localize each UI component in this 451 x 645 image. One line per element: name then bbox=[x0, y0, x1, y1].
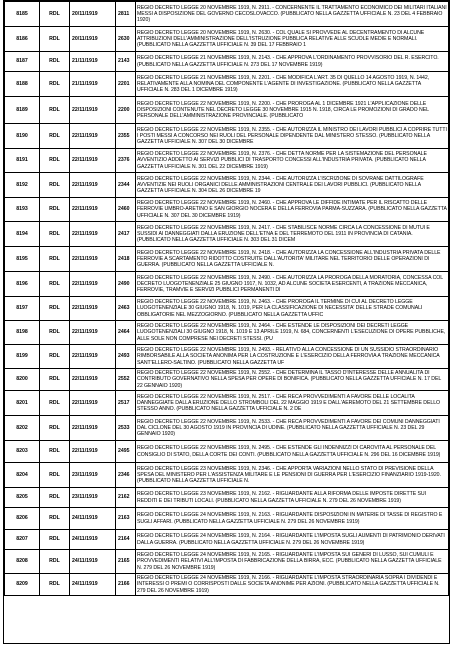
date-cell: 23/11/1919 bbox=[70, 488, 116, 508]
table-row bbox=[5, 97, 449, 124]
row-number-cell: 8192 bbox=[5, 173, 40, 198]
act-number-cell: 2464 bbox=[116, 321, 136, 345]
date-cell: 22/11/1919 bbox=[70, 149, 116, 173]
date-cell: 22/11/1919 bbox=[70, 441, 116, 463]
date-cell: 22/11/1919 bbox=[70, 345, 116, 369]
table-row bbox=[5, 369, 449, 391]
date-cell: 23/11/1919 bbox=[70, 463, 116, 488]
act-number-cell: 2418 bbox=[116, 247, 136, 272]
description-cell: REGIO DECRETO LEGGE 22 NOVEMBRE 1919, N. 2490. - CHE AUTORIZZA LA PROROGA DELLA MORATORIA, CONCESSA COL DECRETO LUOGOTENENZIALE 25 GIUGNO 1917, N. 1032, AD ALCUNE SOCIETA ESERCENTI, A TRAZIONE MECCANICA, FERROVIE, TRAMVIE E SERVIZI PUBBLICI PERMANENTI DI bbox=[136, 272, 449, 297]
act-number-cell: 2165 bbox=[116, 550, 136, 574]
date-cell: 21/11/1919 bbox=[70, 52, 116, 72]
decree-table bbox=[4, 1, 449, 596]
act-type-cell: RDL bbox=[40, 508, 70, 530]
row-number-cell: 8209 bbox=[5, 574, 40, 596]
date-cell: 22/11/1919 bbox=[70, 416, 116, 441]
date-cell: 24/11/1919 bbox=[70, 508, 116, 530]
act-type-cell: RDL bbox=[40, 391, 70, 416]
date-cell: 24/11/1919 bbox=[70, 530, 116, 550]
table-row bbox=[5, 441, 449, 463]
date-cell: 22/11/1919 bbox=[70, 391, 116, 416]
act-type-cell: RDL bbox=[40, 52, 70, 72]
description-cell: REGIO DECRETO LEGGE 22 NOVEMBRE 1919, N. 2344. - CHE AUTORIZZA L'ISCRIZIONE DI SOVRANE DATTILOGRAFE AVVENTIZIE NEI RUOLI ORGANICI DELLE AMMINISTRAZIONI CENTRALE DEI LAVORI PUBBLICI. (PUBBLICATO NELLA GAZZETTA UFFICIALE N. 304 DEL 26 DICEMBRE 19 bbox=[136, 173, 449, 198]
row-number-cell: 8199 bbox=[5, 345, 40, 369]
date-cell: 22/11/1919 bbox=[70, 247, 116, 272]
act-type-cell: RDL bbox=[40, 149, 70, 173]
act-number-cell: 2630 bbox=[116, 27, 136, 52]
row-number-cell: 8193 bbox=[5, 198, 40, 222]
description-cell: REGIO DECRETO LEGGE 21 NOVEMBRE 1919, N. 2143. - CHE APPROVA L'ORDINAMENTO PROVVISORIO DEL R. ESERCITO. (PUBBLICATO NELLA GAZZETTA UFFICIALE N. 273 DEL 17 NOVEMBRE 1919) bbox=[136, 52, 449, 72]
row-number-cell: 8185 bbox=[5, 2, 40, 27]
table-row bbox=[5, 416, 449, 441]
act-number-cell: 2490 bbox=[116, 272, 136, 297]
act-number-cell: 2495 bbox=[116, 441, 136, 463]
description-cell: REGIO DECRETO LEGGE 20 NOVEMBRE 1919, N. 2630. - COL QUALE SI PROVVEDE AL DECENTRAMENTO DI ALCUNE ATTRIBUZIONI DELL'AMMINISTRAZIONE DELL'ISTRUZIONE PUBBLICA RELATIVE ALLE SCUOLE MEDIE E NORMALI. (PUBBLICATO NELLA GAZZETTA UFFICIALE N. 39 DEL 17 FEBBRAIO 1 bbox=[136, 27, 449, 52]
act-number-cell: 2166 bbox=[116, 574, 136, 596]
act-number-cell: 2346 bbox=[116, 463, 136, 488]
act-number-cell: 2493 bbox=[116, 345, 136, 369]
act-number-cell: 2355 bbox=[116, 124, 136, 149]
act-number-cell: 2143 bbox=[116, 52, 136, 72]
row-number-cell: 8195 bbox=[5, 247, 40, 272]
row-number-cell: 8202 bbox=[5, 416, 40, 441]
act-number-cell: 2344 bbox=[116, 173, 136, 198]
date-cell: 22/11/1919 bbox=[70, 173, 116, 198]
act-type-cell: RDL bbox=[40, 574, 70, 596]
row-number-cell: 8201 bbox=[5, 391, 40, 416]
row-number-cell: 8187 bbox=[5, 52, 40, 72]
description-cell: REGIO DECRETO LEGGE 24 NOVEMBRE 1919, N. 2166. - RIGUARDANTE L'IMPOSTA STRAORDINARIA SOPRA I DIVIDENDI E INTERESSI O PREMI O CORRISPOSTI DALLE SOCIETA ANONIME PER AZIONI. (PUBBLICATO NELLA GAZZETTA UFFICIALE N. 279 DEL 26 NOVEMBRE 1919) bbox=[136, 574, 449, 596]
act-number-cell: 2200 bbox=[116, 97, 136, 124]
act-type-cell: RDL bbox=[40, 247, 70, 272]
date-cell: 22/11/1919 bbox=[70, 97, 116, 124]
act-type-cell: RDL bbox=[40, 2, 70, 27]
act-type-cell: RDL bbox=[40, 97, 70, 124]
row-number-cell: 8191 bbox=[5, 149, 40, 173]
act-type-cell: RDL bbox=[40, 272, 70, 297]
row-number-cell: 8194 bbox=[5, 222, 40, 247]
table-row bbox=[5, 247, 449, 272]
table-row bbox=[5, 149, 449, 173]
description-cell: REGIO DECRETO LEGGE 24 NOVEMBRE 1919, N. 2163. - RIGUARDANTE DISPOSIZIONI IN MATERIE DI TASSE DI REGISTRO E SUGLI AFFARI. (PUBBLICATO NELLA GAZZETTA UFFICIALE N. 279 DEL 26 NOVEMBRE 1919) bbox=[136, 508, 449, 530]
act-number-cell: 2201 bbox=[116, 72, 136, 97]
row-number-cell: 8196 bbox=[5, 272, 40, 297]
act-number-cell: 2417 bbox=[116, 222, 136, 247]
row-number-cell: 8208 bbox=[5, 550, 40, 574]
description-cell: REGIO DECRETO LEGGE 24 NOVEMBRE 1919, N. 2164. - RIGUARDANTE L'IMPOSTA SUGLI AUMENTI DI PATRIMONIO DERIVATI DALLA GUERRA. (PUBBLICATO NELLA GAZZETTA UFFICIALE N. 279 DEL 26 NOVEMBRE 1919) bbox=[136, 530, 449, 550]
act-number-cell: 2460 bbox=[116, 198, 136, 222]
description-cell: REGIO DECRETO LEGGE 22 NOVEMBRE 1919, N. 2552. - CHE DETERMINA IL TASSO D'INTERESSE DELLE ANNUALITA DI CONTRIBUTO GOVERNATIVO NELLA SPESA PER OPERE DI BONIFICA. (PUBBLICATO NELLA GAZZETTA UFFICIALE N. 17 DEL 22 GENNAIO 1920) bbox=[136, 369, 449, 391]
description-cell: REGIO DECRETO LEGGE 22 NOVEMBRE 1919, N. 2495. - CHE ESTENDE GLI INDENNIZZI DI CAROVITA AL PERSONALE DEL CONSIGLIO DI STATO, DELLA CORTE DEI CONTI. (PUBBLICATO NELLA GAZZETTA UFFICIALE N. 296 DEL 16 DICEMBRE 1919) bbox=[136, 441, 449, 463]
table-row bbox=[5, 72, 449, 97]
table-row bbox=[5, 222, 449, 247]
table-row bbox=[5, 508, 449, 530]
date-cell: 22/11/1919 bbox=[70, 272, 116, 297]
table-row bbox=[5, 463, 449, 488]
row-number-cell: 8186 bbox=[5, 27, 40, 52]
act-type-cell: RDL bbox=[40, 441, 70, 463]
row-number-cell: 8203 bbox=[5, 441, 40, 463]
description-cell: REGIO DECRETO LEGGE 23 NOVEMBRE 1919, N. 2162. - RIGUARDANTE ALLA RIFORMA DELLE IMPOSTE DIRETTE SUI REDDITI E DEI TRIBUTI LOCALI. (PUBBLICATO NELLA GAZZETTA UFFICIALE N. 279 DEL 26 NOVEMBRE 1919) bbox=[136, 488, 449, 508]
row-number-cell: 8197 bbox=[5, 297, 40, 321]
date-cell: 22/11/1919 bbox=[70, 198, 116, 222]
table-row bbox=[5, 124, 449, 149]
act-number-cell: 2164 bbox=[116, 530, 136, 550]
description-cell: REGIO DECRETO LEGGE 24 NOVEMBRE 1919, N. 2165. - RIGUARDANTE L'IMPOSTA SUI GENERI DI LUSSO, SUI CUMULI E PROVVEDIMENTI RELATIVI ALL'IMPOSTA DI FABBRICAZIONE DELLA BIRRA, ECC. (PUBBLICATO NELLA GAZZETTA UFFICIALE N. 279 DEL 26 NOVEMBRE 1919) bbox=[136, 550, 449, 574]
row-number-cell: 8204 bbox=[5, 463, 40, 488]
description-cell: REGIO DECRETO LEGGE 22 NOVEMBRE 1919, N. 2418. - CHE AUTORIZZA LA CONCESSIONE ALL'INDUSTRIA PRIVATA DELLE FERROVIE A SCARTAMENTO RIDOTTO COSTRUITE DALL'AUTORITA' MILITARE NEL TERRITORIO DELLE OPERAZIONI DI GUERRA. (PUBBLICATO NELLA GAZZETTA UFFICIALE N. bbox=[136, 247, 449, 272]
act-type-cell: RDL bbox=[40, 550, 70, 574]
description-cell: REGIO DECRETO LEGGE 22 NOVEMBRE 1919, N. 2533. - CHE RECA PROVVEDIMENTI A FAVORE DEI COMUNI DANNEGGIATI DAL CICLONE DEL 30 AGOSTO 1919 IN PROVINCIA DI UDINE. (PUBBLICATO NELLA GAZZETTA UFFICIALE N. 23 DEL 29 GENNAIO 1920) bbox=[136, 416, 449, 441]
row-number-cell: 8189 bbox=[5, 97, 40, 124]
description-cell: REGIO DECRETO LEGGE 22 NOVEMBRE 1919, N. 2464. - CHE ESTENDE LE DISPOSIZIONI DEI DECRETI LEGGE LUOGOTENENZIALI 30 GIUGNO 1918, N. 1019 E 13 APRILE 1919, N. 684, CONCERNENTI L'ESECUZIONE DI OPERE PUBBLICHE, ALLE SOLE NON COMPRESE NEI DECRETI STESSI. (PU bbox=[136, 321, 449, 345]
act-type-cell: RDL bbox=[40, 369, 70, 391]
act-number-cell: 2162 bbox=[116, 488, 136, 508]
table-row bbox=[5, 2, 449, 27]
row-number-cell: 8207 bbox=[5, 530, 40, 550]
act-type-cell: RDL bbox=[40, 124, 70, 149]
description-cell: REGIO DECRETO LEGGE 22 NOVEMBRE 1919, N. 2355. - CHE AUTORIZZA IL MINISTRO DEI LAVORI PUBBLICI A COPRIRE TUTTI I POSTI MESSI A CONCORSO NEI RUOLI DEL PERSONALE DIPENDENTE DAL MINISTERO STESSO. (PUBBLICATO NELLA GAZZETTA UFFICIALE N. 307 DEL 30 DICEMBRE bbox=[136, 124, 449, 149]
description-cell: REGIO DECRETO LEGGE 22 NOVEMBRE 1919, N. 2517. - CHE RECA PROVVEDIMENTI A FAVORE DELLE LOCALITA DANNEGGIATE DALLA ERUZIONE DELLO STROMBOLI DEL 22 MAGGIO 1919 E DALL'AEREMOTO DEL 21 SETTEMBRE DELLO STESSO ANNO. (PUBBLICATO NELLA GAZZETTA UFFICIALE N. 2 DE bbox=[136, 391, 449, 416]
row-number-cell: 8188 bbox=[5, 72, 40, 97]
act-type-cell: RDL bbox=[40, 488, 70, 508]
description-cell: REGIO DECRETO LEGGE 22 NOVEMBRE 1919, N. 2493. - RELATIVO ALLA CONCESSIONE DI UN SUSSIDIO STRAORDINARIO RIMBORSABILE ALLA SOCIETA ANONIMA PER LA COSTRUZIONE E L'ESERCIZIO DELLA FERROVIA A TRAZIONE MECCANICA SANT'ELLERO-SALTINO. (PUBBLICATO NELLA GAZZETTA UF bbox=[136, 345, 449, 369]
act-type-cell: RDL bbox=[40, 321, 70, 345]
act-type-cell: RDL bbox=[40, 198, 70, 222]
description-cell: REGIO DECRETO LEGGE 20 NOVEMBRE 1919, N. 2911. - CONCERNENTE IL TRATTAMENTO ECONOMICO DEI MILITARI ITALIANI MESSI A DISPOSIZIONE DEL GOVERNO CECOSLOVACCO. (PUBBLICATO NELLA GAZZETTA UFFICIALE N. 23 DEL 4 FEBBRAIO 1920) bbox=[136, 2, 449, 27]
date-cell: 22/11/1919 bbox=[70, 297, 116, 321]
date-cell: 20/11/1919 bbox=[70, 2, 116, 27]
table-row bbox=[5, 488, 449, 508]
table-row bbox=[5, 321, 449, 345]
date-cell: 22/11/1919 bbox=[70, 222, 116, 247]
row-number-cell: 8206 bbox=[5, 508, 40, 530]
table-row bbox=[5, 574, 449, 596]
act-number-cell: 2376 bbox=[116, 149, 136, 173]
table-row bbox=[5, 391, 449, 416]
table-row bbox=[5, 530, 449, 550]
table-row bbox=[5, 52, 449, 72]
table-row bbox=[5, 27, 449, 52]
act-number-cell: 2463 bbox=[116, 297, 136, 321]
act-number-cell: 2811 bbox=[116, 2, 136, 27]
table-body bbox=[5, 2, 449, 596]
table-row bbox=[5, 173, 449, 198]
table-row bbox=[5, 297, 449, 321]
date-cell: 22/11/1919 bbox=[70, 124, 116, 149]
description-cell: REGIO DECRETO LEGGE 23 NOVEMBRE 1919, N. 2346. - CHE APPORTA VARIAZIONI NELLO STATO DI PREVISIONE DELLA SPESA DEL MINISTERO PER L'ASSISTENZA MILITARE E LE PENSIONI DI GUERRA PER L'ESERCIZIO FINANZIARIO 1919-1920. (PUBBLICATO NELLA GAZZETTA UFFICIALE N. bbox=[136, 463, 449, 488]
description-cell: REGIO DECRETO LEGGE 22 NOVEMBRE 1919, N. 2417. - CHE STABILISCE NORME CIRCA LA CONCESSIONE DI MUTUI E SUSSIDI AI DANNEGGIATI DALLA ERUZIONE DELL'ETNA E DEL TERREMOTO DEL 1911 IN PROVINCIA DI CATANIA. (PUBBLICATO NELLA GAZZETTA UFFICIALE N. 303 DEL 31 DICEM bbox=[136, 222, 449, 247]
table-row bbox=[5, 198, 449, 222]
description-cell: REGIO DECRETO LEGGE 22 NOVEMBRE 1919, N. 2200. - CHE PROROGA AL 1 DICEMBRE 1921 L'APPLICAZIONE DELLE DISPOSIZIONI CONTENUTE NEL DECRETO LEGGE 30 NOVEMBRE 1915 N. 1918, CIRCA LE PROMOZIONI DI GRADO NEL PERSONALE DELL'AMMINISTRAZIONE PROVINCIALE. (PUBBLICATO bbox=[136, 97, 449, 124]
act-type-cell: RDL bbox=[40, 345, 70, 369]
date-cell: 24/11/1919 bbox=[70, 574, 116, 596]
description-cell: REGIO DECRETO LEGGE 22 NOVEMBRE 1919, N. 2376. - CHE DETTA NORME PER LA SISTEMAZIONE DEL PERSONALE AVVENTIZIO ADDETTO AI SERVIZI PUBBLICI DI TRASPORTO CONCESSI ALL'INDUSTRIA PRIVATA. (PUBBLICATO NELLA GAZZETTA UFFICIALE N. 301 DEL 22 DICEMBRE 1919) bbox=[136, 149, 449, 173]
row-number-cell: 8205 bbox=[5, 488, 40, 508]
description-cell: REGIO DECRETO LEGGE 22 NOVEMBRE 1919, N. 2460. - CHE APPROVA LE DIFFIDE INTIMATE PER IL RISCATTO DELLE FERROVIE UMBRO-ARETINO E SAN GIORGIO NOCERA E DELLA FERROVIA PARMA-SUZZARA. (PUBBLICATO NELLA GAZZETTA UFFICIALE N. 307 DEL 30 DICEMBRE 1919) bbox=[136, 198, 449, 222]
act-number-cell: 2517 bbox=[116, 391, 136, 416]
act-number-cell: 2163 bbox=[116, 508, 136, 530]
date-cell: 22/11/1919 bbox=[70, 321, 116, 345]
row-number-cell: 8200 bbox=[5, 369, 40, 391]
row-number-cell: 8190 bbox=[5, 124, 40, 149]
date-cell: 22/11/1919 bbox=[70, 369, 116, 391]
table-row bbox=[5, 272, 449, 297]
act-type-cell: RDL bbox=[40, 463, 70, 488]
date-cell: 24/11/1919 bbox=[70, 550, 116, 574]
act-type-cell: RDL bbox=[40, 416, 70, 441]
date-cell: 21/11/1919 bbox=[70, 72, 116, 97]
description-cell: REGIO DECRETO LEGGE 22 NOVEMBRE 1919, N. 2463. - CHE PROROGA IL TERMINE DI CUI AL DECRETO LEGGE LUOGOTENENZIALE 30 GIUGNO 1918, N. 1019, PER LA CLASSIFICAZIONE DI NECESSITA' DELLE STRADE COMUNALI OBBLIGATORIE NEL MEZZOGIORNO. (PUBBLICATO NELLA GAZZETTA UFFIC bbox=[136, 297, 449, 321]
decree-register-table bbox=[3, 0, 450, 644]
act-type-cell: RDL bbox=[40, 530, 70, 550]
date-cell: 20/11/1919 bbox=[70, 27, 116, 52]
act-type-cell: RDL bbox=[40, 297, 70, 321]
act-type-cell: RDL bbox=[40, 27, 70, 52]
act-type-cell: RDL bbox=[40, 222, 70, 247]
act-type-cell: RDL bbox=[40, 72, 70, 97]
act-number-cell: 2533 bbox=[116, 416, 136, 441]
act-type-cell: RDL bbox=[40, 173, 70, 198]
table-row bbox=[5, 345, 449, 369]
act-number-cell: 2552 bbox=[116, 369, 136, 391]
description-cell: REGIO DECRETO LEGGE 21 NOVEMBRE 1919, N. 2201. - CHE MODIFICA L'ART. 35 DI QUELLO 14 AGOSTO 1919, N. 1442, RELATIVAMENTE ALLA NOMINA DEL COMPONENTE L'AGENTE DI INVESTIGAZIONE. (PUBBLICATO NELLA GAZZETTA UFFICIALE N. 283 DEL 1 DICEMBRE 1919) bbox=[136, 72, 449, 97]
table-row bbox=[5, 550, 449, 574]
row-number-cell: 8198 bbox=[5, 321, 40, 345]
